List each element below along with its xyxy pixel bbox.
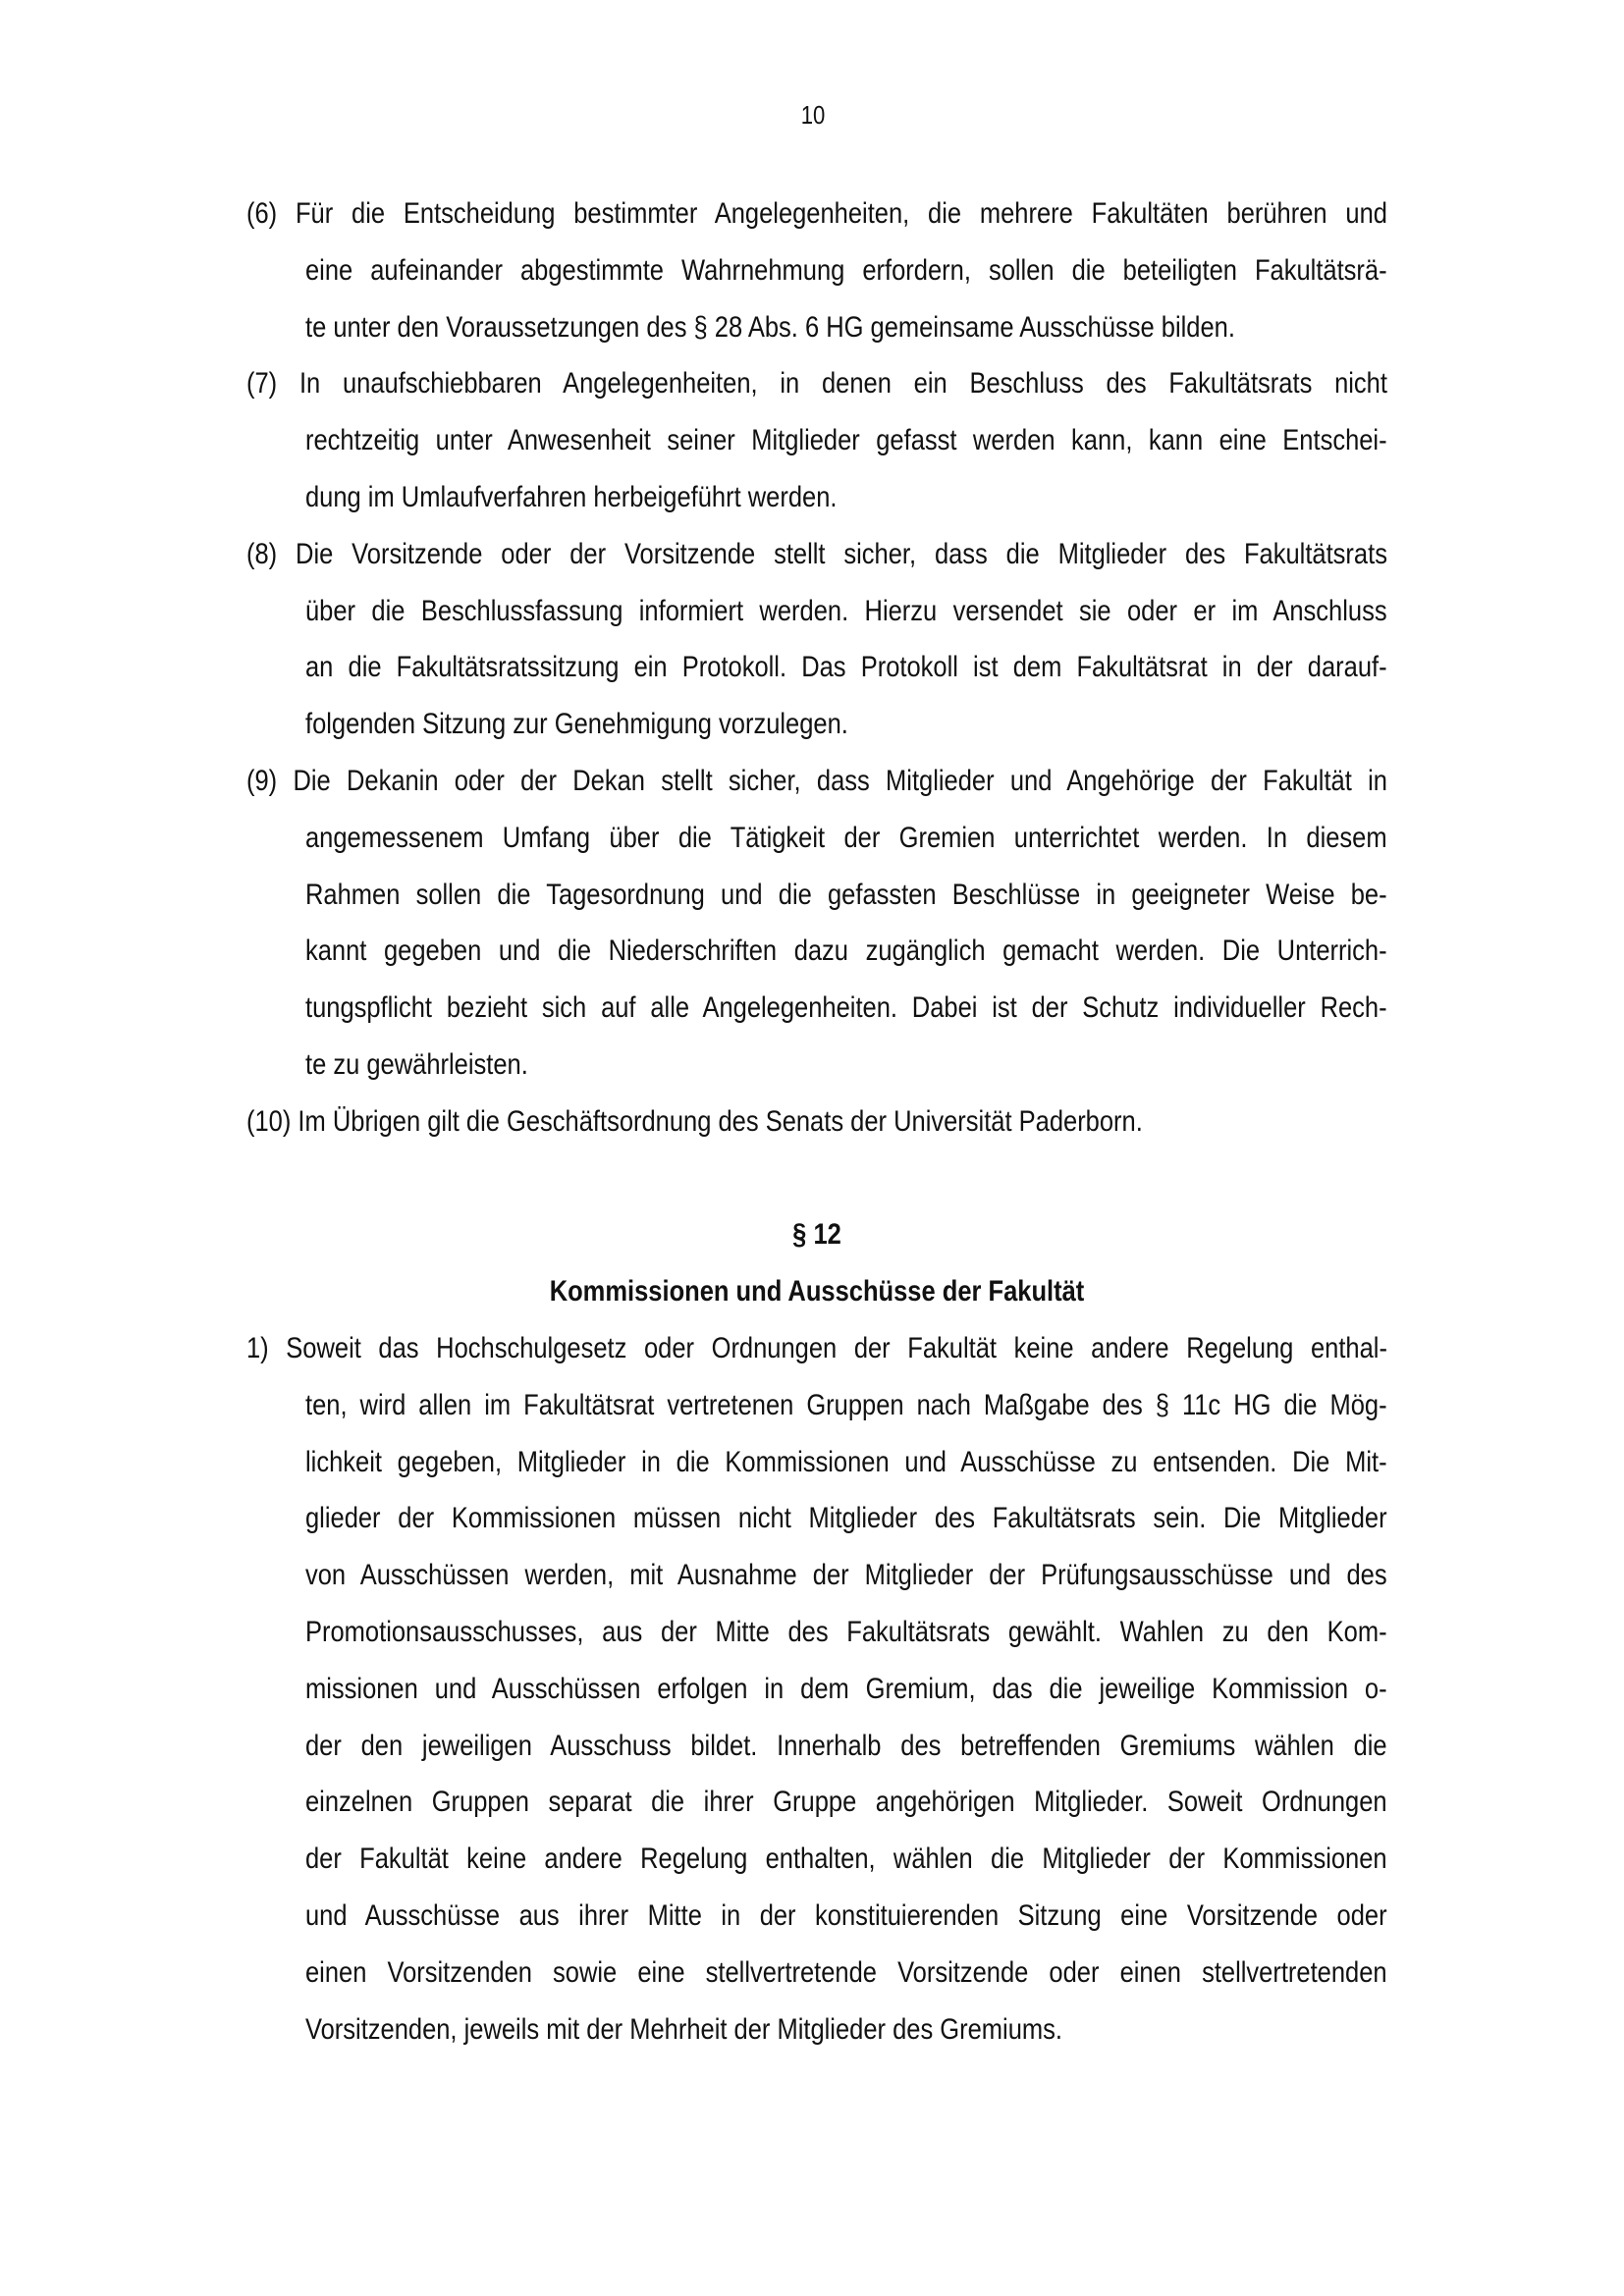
paragraph-9 bbox=[246, 753, 1387, 1094]
paragraph-line: von Ausschüssen werden, mit Ausnahme der Mitglieder der Prüfungsausschüsse und des bbox=[305, 1559, 1387, 1592]
section-paragraph-1 bbox=[246, 1320, 1387, 2057]
paragraph-line: (10) Im Übrigen gilt die Geschäftsordnung des Senats der Universität Paderborn. bbox=[246, 1104, 1143, 1138]
section-title: Kommissionen und Ausschüsse der Fakultät bbox=[549, 1275, 1085, 1308]
section-spacer bbox=[246, 1150, 1387, 1207]
paragraph-line: kannt gegeben und die Niederschriften dazu zugänglich gemacht werden. Die Unterrich- bbox=[305, 934, 1387, 968]
paragraph-line: tungspflicht bezieht sich auf alle Angelegenheiten. Dabei ist der Schutz individueller Rech- bbox=[305, 991, 1387, 1025]
paragraph-10 bbox=[246, 1094, 1387, 1150]
document-body bbox=[246, 186, 1387, 2057]
paragraph-line: glieder der Kommissionen müssen nicht Mitglieder des Fakultätsrats sein. Die Mitglieder bbox=[305, 1502, 1387, 1535]
page-number: 10 bbox=[800, 100, 826, 130]
paragraph-line: rechtzeitig unter Anwesenheit seiner Mitglieder gefasst werden kann, kann eine Entschei- bbox=[305, 424, 1387, 457]
paragraph-line: an die Fakultätsratssitzung ein Protokoll. Das Protokoll ist dem Fakultätsrat in der darauf- bbox=[305, 651, 1387, 684]
paragraph-line: Promotionsausschusses, aus der Mitte des Fakultätsrats gewählt. Wahlen zu den Kom- bbox=[305, 1615, 1387, 1648]
paragraph-line: folgenden Sitzung zur Genehmigung vorzulegen. bbox=[305, 708, 848, 741]
paragraph-line: (6) Für die Entscheidung bestimmter Angelegenheiten, die mehrere Fakultäten berühren und bbox=[246, 197, 1387, 230]
paragraph-line: missionen und Ausschüssen erfolgen in dem Gremium, das die jeweilige Kommission o- bbox=[305, 1672, 1387, 1705]
section-number: § 12 bbox=[792, 1218, 841, 1252]
paragraph-line: einzelnen Gruppen separat die ihrer Gruppe angehörigen Mitglieder. Soweit Ordnungen bbox=[305, 1786, 1387, 1819]
paragraph-line: 1) Soweit das Hochschulgesetz oder Ordnungen der Fakultät keine andere Regelung enthal- bbox=[246, 1331, 1387, 1364]
paragraph-line: über die Beschlussfassung informiert werden. Hierzu versendet sie oder er im Anschluss bbox=[305, 594, 1387, 627]
paragraph-line: (7) In unaufschiebbaren Angelegenheiten, in denen ein Beschluss des Fakultätsrats nicht bbox=[246, 367, 1387, 400]
paragraph-line: (8) Die Vorsitzende oder der Vorsitzende stellt sicher, dass die Mitglieder des Fakultätsrats bbox=[246, 537, 1387, 570]
paragraph-line: te zu gewährleisten. bbox=[305, 1047, 528, 1081]
paragraph-line: Rahmen sollen die Tagesordnung und die gefassten Beschlüsse in geeigneter Weise be- bbox=[305, 878, 1387, 911]
paragraph-line: (9) Die Dekanin oder der Dekan stellt sicher, dass Mitglieder und Angehörige der Fakultät in bbox=[246, 764, 1387, 797]
paragraph-7 bbox=[246, 355, 1387, 525]
paragraph-line: te unter den Voraussetzungen des § 28 Abs. 6 HG gemeinsame Ausschüsse bilden. bbox=[305, 310, 1235, 344]
paragraph-6 bbox=[246, 186, 1387, 355]
paragraph-line: angemessenem Umfang über die Tätigkeit der Gremien unterrichtet werden. In diesem bbox=[305, 821, 1387, 854]
paragraph-line: dung im Umlaufverfahren herbeigeführt werden. bbox=[305, 480, 838, 513]
paragraph-line: einen Vorsitzenden sowie eine stellvertretende Vorsitzende oder einen stellvertretenden bbox=[305, 1955, 1387, 1989]
paragraph-8 bbox=[246, 526, 1387, 753]
paragraph-line: lichkeit gegeben, Mitglieder in die Kommissionen und Ausschüsse zu entsenden. Die Mit- bbox=[305, 1445, 1387, 1478]
paragraph-line: ten, wird allen im Fakultätsrat vertretenen Gruppen nach Maßgabe des § 11c HG die Mög- bbox=[305, 1388, 1387, 1421]
paragraph-line: der Fakultät keine andere Regelung enthalten, wählen die Mitglieder der Kommissionen bbox=[305, 1842, 1387, 1876]
paragraph-line: der den jeweiligen Ausschuss bildet. Innerhalb des betreffenden Gremiums wählen die bbox=[305, 1729, 1387, 1762]
paragraph-line: eine aufeinander abgestimmte Wahrnehmung erfordern, sollen die beteiligten Fakultätsrä- bbox=[305, 253, 1387, 287]
paragraph-line: Vorsitzenden, jeweils mit der Mehrheit der Mitglieder des Gremiums. bbox=[305, 2012, 1062, 2046]
paragraph-line: und Ausschüsse aus ihrer Mitte in der konstituierenden Sitzung eine Vorsitzende oder bbox=[305, 1898, 1387, 1932]
